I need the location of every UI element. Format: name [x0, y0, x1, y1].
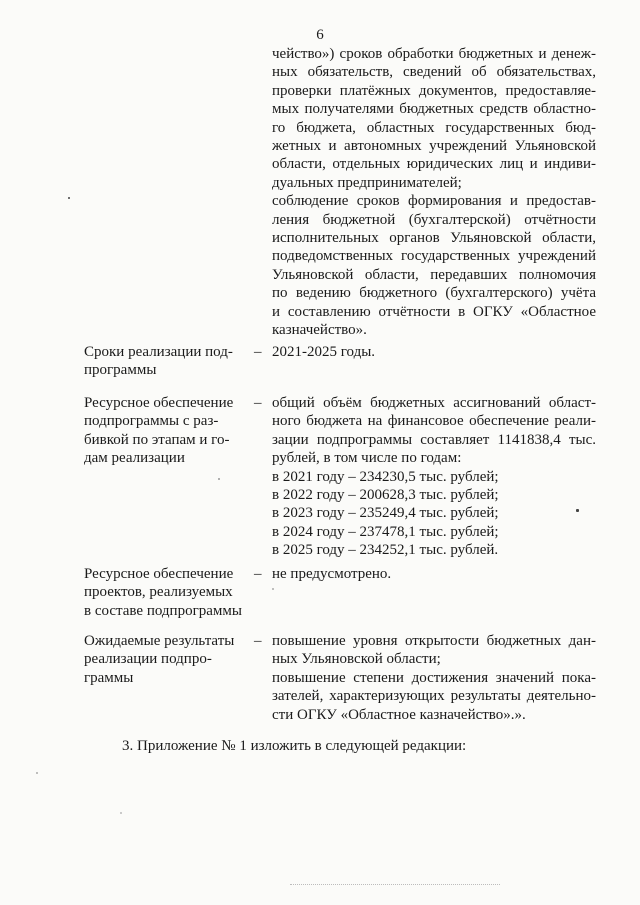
row-dash: –: [254, 395, 262, 411]
continuation-text: [272, 45, 596, 340]
value-line: сти ОГКУ «Областное казначейство».».: [272, 706, 526, 723]
row-value: [272, 565, 596, 583]
row-dash: –: [254, 566, 262, 582]
item-3-paragraph: 3. Приложение № 1 изложить в следующей редакции:: [122, 738, 467, 754]
label-line: подпрограммы с раз-: [84, 413, 219, 430]
text-line: мых получателями бюджетных средств областно-: [272, 101, 596, 118]
value-line: рублей, в том числе по годам:: [272, 450, 462, 467]
row-label: [84, 394, 244, 468]
text-line: чейство») сроков обработки бюджетных и денеж-: [272, 46, 596, 62]
row-label: [84, 565, 244, 620]
text-line: проверки платёжных документов, предоставляе-: [272, 82, 596, 99]
value-line: в 2022 году – 200628,3 тыс. рублей;: [272, 487, 499, 504]
scan-speck: [218, 478, 220, 480]
text-line: области, отдельных юридических лиц и индиви-: [272, 156, 596, 173]
row-dash: –: [254, 633, 262, 649]
label-line: граммы: [84, 669, 134, 686]
row-value: [272, 394, 596, 560]
text-line: исполнительных органов Ульяновской области,: [272, 230, 596, 247]
row-label: [84, 632, 244, 687]
label-line: Ожидаемые результаты: [84, 633, 235, 649]
text-line: по ведению бюджетного (бухгалтерского) учёта: [272, 285, 596, 302]
text-line: жетных и автономных учреждений Ульяновской: [272, 138, 596, 155]
label-line: Ресурсное обеспечение: [84, 566, 234, 582]
label-line: бивкой по этапам и го-: [84, 431, 230, 448]
row-dash: –: [254, 344, 262, 360]
label-line: Ресурсное обеспечение: [84, 395, 234, 411]
page-number: 6: [316, 27, 324, 43]
text-line: дуальных предпринимателей;: [272, 174, 462, 191]
text-line: и составлению отчётности в ОГКУ «Областное: [272, 303, 596, 320]
text-line: ных обязательств, сведений об обязательствах,: [272, 64, 596, 81]
text-line: ления бюджетной (бухгалтерской) отчётности: [272, 211, 596, 228]
scan-speck: [68, 197, 70, 199]
value-line: в 2025 году – 234252,1 тыс. рублей.: [272, 542, 499, 559]
value-line: зации подпрограммы составляет 1141838,4 тыс.: [272, 431, 596, 448]
text-line: соблюдение сроков формирования и предостав-: [272, 193, 596, 210]
label-line: реализации подпро-: [84, 651, 212, 668]
value-line: ного бюджета на финансовое обеспечение реали-: [272, 413, 596, 430]
scan-noise: [290, 884, 500, 888]
label-line: дам реализации: [84, 450, 185, 467]
scan-speck: [576, 509, 579, 512]
value-line: в 2023 году – 235249,4 тыс. рублей;: [272, 505, 499, 522]
value-line: ных Ульяновской области;: [272, 651, 441, 668]
value-line: повышение степени достижения значений пока-: [272, 669, 596, 686]
value-line: в 2024 году – 237478,1 тыс. рублей;: [272, 523, 499, 540]
scan-speck: [36, 772, 38, 774]
label-line: Сроки реализации под-: [84, 344, 233, 360]
scan-speck: [272, 588, 274, 590]
value-line: зателей, характеризующих результаты деятельно-: [272, 688, 596, 705]
value-line: повышение уровня открытости бюджетных дан-: [272, 633, 596, 649]
text-line: казначейство».: [272, 322, 367, 339]
text-line: подведомственных государственных учреждений: [272, 248, 596, 265]
label-line: программы: [84, 362, 157, 379]
label-line: в составе подпрограммы: [84, 602, 242, 619]
text-line: го бюджета, областных государственных бюд-: [272, 119, 596, 136]
scan-speck: [120, 812, 122, 814]
text-line: Ульяновской области, передавших полномочия: [272, 266, 596, 283]
row-label: [84, 343, 244, 380]
row-value: [272, 343, 596, 361]
label-line: проектов, реализуемых: [84, 584, 233, 601]
value-line: в 2021 году – 234230,5 тыс. рублей;: [272, 468, 499, 485]
row-value: [272, 632, 596, 724]
value-line: 2021-2025 годы.: [272, 344, 376, 360]
value-line: не предусмотрено.: [272, 566, 392, 582]
value-line: общий объём бюджетных ассигнований област-: [272, 395, 596, 411]
